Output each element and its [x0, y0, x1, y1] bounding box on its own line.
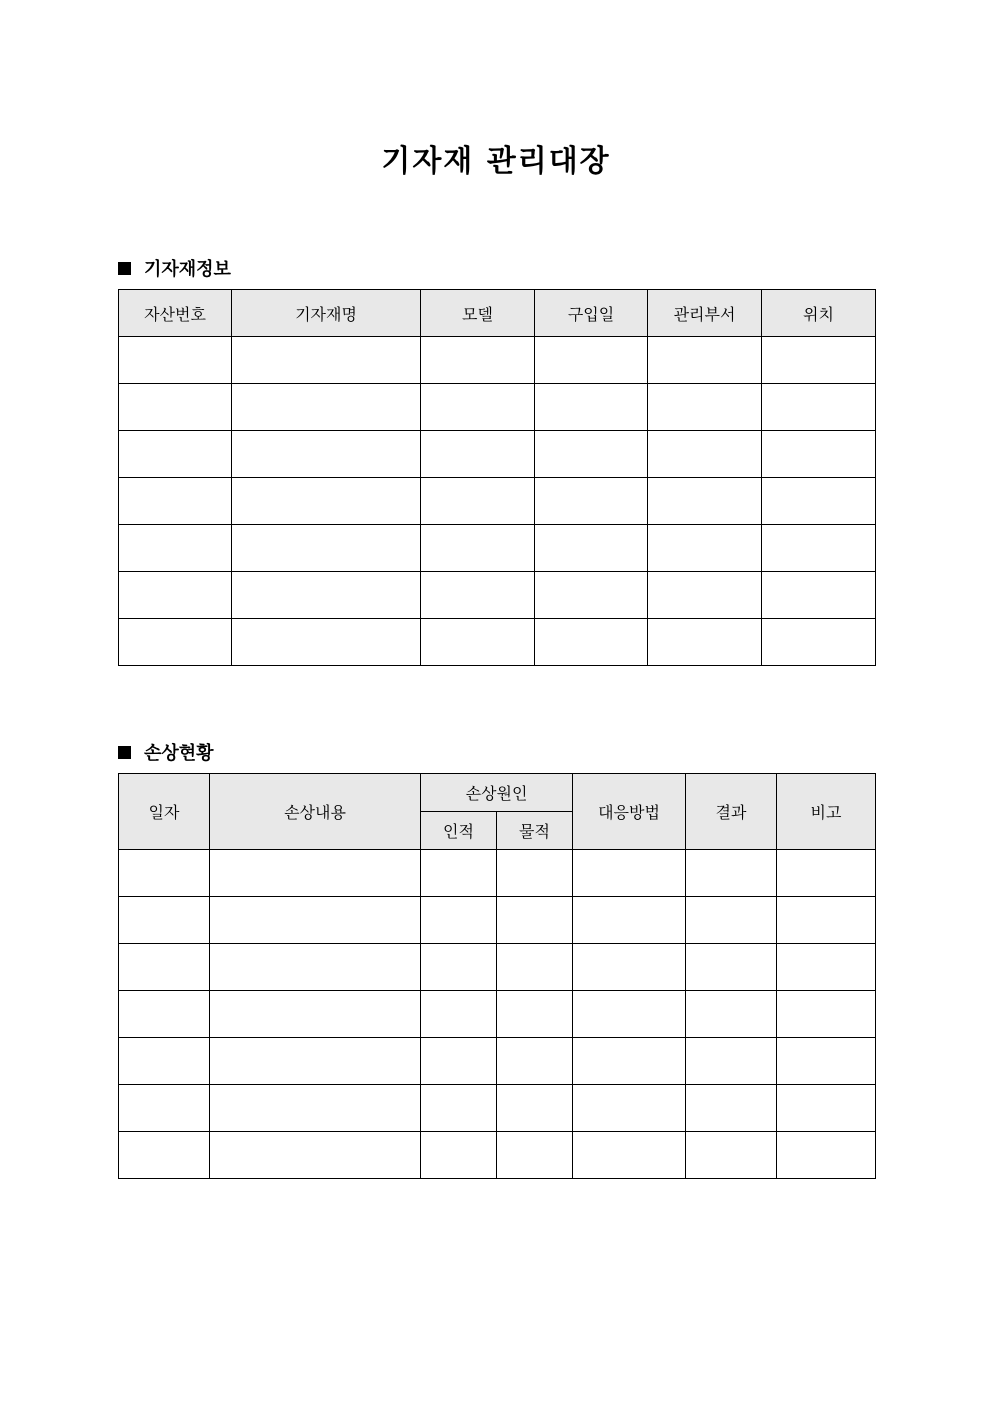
- table-cell[interactable]: [119, 478, 232, 525]
- column-header-location: 위치: [762, 290, 876, 337]
- table-cell[interactable]: [573, 1085, 686, 1132]
- table-row: [119, 897, 876, 944]
- table-cell[interactable]: [119, 897, 210, 944]
- table-row: [119, 431, 876, 478]
- table-cell[interactable]: [421, 991, 497, 1038]
- table-cell[interactable]: [777, 944, 876, 991]
- table-cell[interactable]: [777, 850, 876, 897]
- table-cell[interactable]: [421, 525, 535, 572]
- table-cell[interactable]: [421, 572, 535, 619]
- column-header-asset-number: 자산번호: [119, 290, 232, 337]
- table-cell[interactable]: [232, 572, 421, 619]
- asset-section-title: 기자재정보: [144, 259, 231, 280]
- table-cell[interactable]: [210, 991, 421, 1038]
- table-cell[interactable]: [535, 337, 648, 384]
- table-cell[interactable]: [573, 991, 686, 1038]
- table-cell[interactable]: [535, 478, 648, 525]
- table-cell[interactable]: [762, 431, 876, 478]
- table-cell[interactable]: [535, 572, 648, 619]
- table-cell[interactable]: [648, 572, 762, 619]
- table-cell[interactable]: [232, 619, 421, 666]
- table-row: [119, 337, 876, 384]
- table-cell[interactable]: [232, 525, 421, 572]
- column-header-response-method: 대응방법: [573, 774, 686, 850]
- table-cell[interactable]: [762, 572, 876, 619]
- table-cell[interactable]: [421, 337, 535, 384]
- table-cell[interactable]: [497, 1132, 573, 1179]
- table-header-row: [119, 774, 876, 812]
- column-header-model: 모델: [421, 290, 535, 337]
- table-cell[interactable]: [210, 897, 421, 944]
- table-cell[interactable]: [573, 1038, 686, 1085]
- table-header-row: [119, 290, 876, 337]
- table-cell[interactable]: [232, 337, 421, 384]
- table-cell[interactable]: [648, 337, 762, 384]
- table-cell[interactable]: [232, 478, 421, 525]
- table-cell[interactable]: [421, 850, 497, 897]
- table-cell[interactable]: [497, 1038, 573, 1085]
- table-cell[interactable]: [686, 1132, 777, 1179]
- column-header-remarks: 비고: [777, 774, 876, 850]
- table-cell[interactable]: [210, 850, 421, 897]
- table-cell[interactable]: [421, 897, 497, 944]
- column-header-human-cause: 인적: [421, 812, 497, 850]
- black-square-icon: [118, 262, 131, 275]
- black-square-icon: [118, 746, 131, 759]
- table-cell[interactable]: [648, 619, 762, 666]
- table-cell[interactable]: [497, 1085, 573, 1132]
- damage-section-title: 손상현황: [144, 743, 214, 764]
- table-cell[interactable]: [421, 944, 497, 991]
- table-cell[interactable]: [777, 1038, 876, 1085]
- table-cell[interactable]: [686, 897, 777, 944]
- table-row: [119, 525, 876, 572]
- asset-section-heading: [118, 255, 231, 281]
- table-cell[interactable]: [535, 525, 648, 572]
- table-cell[interactable]: [535, 384, 648, 431]
- column-header-purchase-date: 구입일: [535, 290, 648, 337]
- table-cell[interactable]: [777, 1085, 876, 1132]
- table-cell[interactable]: [535, 431, 648, 478]
- table-cell[interactable]: [421, 431, 535, 478]
- table-cell[interactable]: [119, 619, 232, 666]
- table-cell[interactable]: [119, 944, 210, 991]
- column-header-damage-content: 손상내용: [210, 774, 421, 850]
- table-cell[interactable]: [573, 1132, 686, 1179]
- table-row: [119, 384, 876, 431]
- table-cell[interactable]: [777, 1132, 876, 1179]
- table-cell[interactable]: [497, 897, 573, 944]
- table-cell[interactable]: [686, 944, 777, 991]
- column-header-date: 일자: [119, 774, 210, 850]
- table-cell[interactable]: [119, 337, 232, 384]
- table-cell[interactable]: [497, 991, 573, 1038]
- table-cell[interactable]: [573, 897, 686, 944]
- column-header-managing-department: 관리부서: [648, 290, 762, 337]
- table-cell[interactable]: [119, 384, 232, 431]
- table-cell[interactable]: [119, 1132, 210, 1179]
- damage-section-heading: [118, 739, 214, 765]
- page-title: 기자재 관리대장: [381, 144, 611, 179]
- table-cell[interactable]: [232, 384, 421, 431]
- table-cell[interactable]: [762, 478, 876, 525]
- table-row: [119, 850, 876, 897]
- table-cell[interactable]: [573, 944, 686, 991]
- table-cell[interactable]: [535, 619, 648, 666]
- table-cell[interactable]: [119, 431, 232, 478]
- table-cell[interactable]: [421, 1132, 497, 1179]
- table-row: [119, 1132, 876, 1179]
- table-cell[interactable]: [232, 431, 421, 478]
- table-cell[interactable]: [686, 850, 777, 897]
- table-cell[interactable]: [762, 619, 876, 666]
- table-cell[interactable]: [210, 1085, 421, 1132]
- table-cell[interactable]: [497, 850, 573, 897]
- column-header-material-cause: 물적: [497, 812, 573, 850]
- table-cell[interactable]: [573, 850, 686, 897]
- table-cell[interactable]: [648, 478, 762, 525]
- table-cell[interactable]: [421, 619, 535, 666]
- table-cell[interactable]: [648, 431, 762, 478]
- column-header-result: 결과: [686, 774, 777, 850]
- table-cell[interactable]: [119, 850, 210, 897]
- table-cell[interactable]: [119, 572, 232, 619]
- table-cell[interactable]: [648, 525, 762, 572]
- table-cell[interactable]: [762, 337, 876, 384]
- table-cell[interactable]: [686, 1038, 777, 1085]
- column-header-equipment-name: 기자재명: [232, 290, 421, 337]
- table-cell[interactable]: [210, 1038, 421, 1085]
- table-cell[interactable]: [686, 1085, 777, 1132]
- column-header-damage-cause: 손상원인: [421, 774, 573, 812]
- table-row: [119, 478, 876, 525]
- table-row: [119, 619, 876, 666]
- table-cell[interactable]: [421, 1038, 497, 1085]
- table-row: [119, 572, 876, 619]
- table-cell[interactable]: [777, 897, 876, 944]
- table-cell[interactable]: [119, 1085, 210, 1132]
- table-cell[interactable]: [497, 944, 573, 991]
- table-cell[interactable]: [119, 991, 210, 1038]
- table-row: [119, 944, 876, 991]
- table-cell[interactable]: [648, 384, 762, 431]
- table-row: [119, 991, 876, 1038]
- asset-info-table: [118, 289, 876, 666]
- table-cell[interactable]: [686, 991, 777, 1038]
- table-cell[interactable]: [119, 525, 232, 572]
- table-cell[interactable]: [777, 991, 876, 1038]
- table-cell[interactable]: [762, 384, 876, 431]
- damage-status-table: [118, 773, 876, 1179]
- table-row: [119, 1085, 876, 1132]
- table-cell[interactable]: [421, 1085, 497, 1132]
- table-cell[interactable]: [210, 944, 421, 991]
- table-row: [119, 1038, 876, 1085]
- table-cell[interactable]: [421, 478, 535, 525]
- table-cell[interactable]: [762, 525, 876, 572]
- table-cell[interactable]: [210, 1132, 421, 1179]
- table-cell[interactable]: [119, 1038, 210, 1085]
- table-cell[interactable]: [421, 384, 535, 431]
